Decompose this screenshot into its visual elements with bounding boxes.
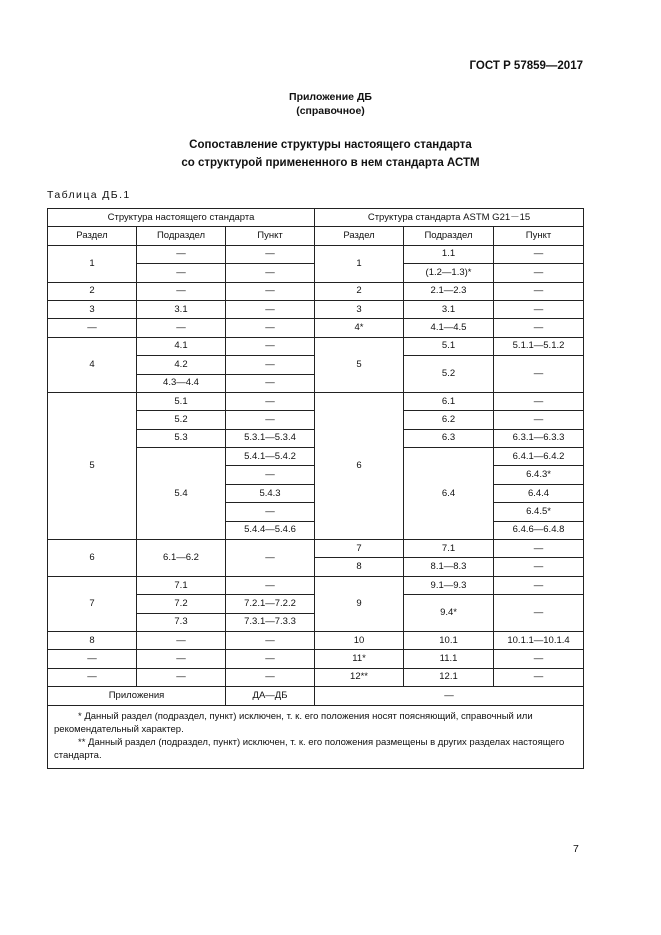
table-cell: 9.1—9.3 xyxy=(404,576,494,594)
column-header: Пункт xyxy=(494,227,584,245)
table-row xyxy=(48,337,584,355)
appendix-title: Приложение ДБ xyxy=(289,91,372,103)
table-cell: 5.4.1—5.4.2 xyxy=(226,448,315,466)
table-cell: — xyxy=(494,650,584,668)
table-cell: 5.3.1—5.3.4 xyxy=(226,429,315,447)
column-header: Пункт xyxy=(226,227,315,245)
table-cell: 5.1 xyxy=(404,337,494,355)
table-cell: 10.1.1—10.1.4 xyxy=(494,631,584,649)
table-cell: 9.4* xyxy=(404,595,494,632)
table-cell: — xyxy=(494,300,584,318)
table-cell: 7 xyxy=(315,540,404,558)
table-cell: — xyxy=(226,540,315,577)
table-cell: 2.1—2.3 xyxy=(404,282,494,300)
table-cell: — xyxy=(48,668,137,686)
table-footnotes xyxy=(48,705,584,768)
table-cell: — xyxy=(226,337,315,355)
table-cell: 6.4.4 xyxy=(494,484,584,502)
table-cell: 5 xyxy=(315,337,404,392)
column-header: Подраздел xyxy=(137,227,226,245)
table-cell: — xyxy=(494,595,584,632)
table-cell: — xyxy=(494,540,584,558)
table-cell: — xyxy=(226,282,315,300)
group-header-left: Структура настоящего стандарта xyxy=(48,209,315,227)
column-header: Раздел xyxy=(315,227,404,245)
table-cell: 5.1.1—5.1.2 xyxy=(494,337,584,355)
table-row xyxy=(48,319,584,337)
table-row xyxy=(48,300,584,318)
table-cell: 6.1 xyxy=(404,392,494,410)
table-row xyxy=(48,540,584,558)
table-column-header-row xyxy=(48,227,584,245)
table-cell: 4.2 xyxy=(137,356,226,374)
table-footnote-row xyxy=(48,705,584,768)
table-cell: 6.3 xyxy=(404,429,494,447)
table-cell: 11* xyxy=(315,650,404,668)
table-cell: — xyxy=(226,631,315,649)
table-cell: — xyxy=(48,319,137,337)
table-cell: 3.1 xyxy=(404,300,494,318)
table-row xyxy=(48,576,584,594)
table-cell: 7.3 xyxy=(137,613,226,631)
table-cell: — xyxy=(494,356,584,393)
table-cell: 9 xyxy=(315,576,404,631)
document-title-line2: со структурой примененного в нем стандарта АСТМ xyxy=(181,157,480,169)
table-cell: 4* xyxy=(315,319,404,337)
table-cell: 4.1 xyxy=(137,337,226,355)
table-cell: 11.1 xyxy=(404,650,494,668)
table-cell: — xyxy=(226,411,315,429)
table-row xyxy=(48,245,584,263)
comparison-table xyxy=(47,208,584,769)
table-cell: 6 xyxy=(315,392,404,539)
table-cell: 6.4.5* xyxy=(494,503,584,521)
table-cell: 5.4.4—5.4.6 xyxy=(226,521,315,539)
table-cell: — xyxy=(226,650,315,668)
table-cell: — xyxy=(226,245,315,263)
table-cell: 6.4 xyxy=(404,448,494,540)
table-cell: 2 xyxy=(315,282,404,300)
table-cell: 10 xyxy=(315,631,404,649)
table-cell: — xyxy=(315,687,584,705)
table-cell: 7.2.1—7.2.2 xyxy=(226,595,315,613)
table-cell: 12.1 xyxy=(404,668,494,686)
table-cell: 3 xyxy=(48,300,137,318)
table-row xyxy=(48,631,584,649)
footnote-2: ** Данный раздел (подраздел, пункт) исключен, т. к. его положения размещены в других разделах настоящего стандарта. xyxy=(54,736,565,761)
table-cell: 5.4.3 xyxy=(226,484,315,502)
table-cell: — xyxy=(137,631,226,649)
table-cell: 7.2 xyxy=(137,595,226,613)
table-cell: — xyxy=(137,668,226,686)
table-cell: — xyxy=(226,503,315,521)
table-cell: — xyxy=(494,392,584,410)
footnote-1: * Данный раздел (подраздел, пункт) исключен, т. к. его положения носят поясняющий, справочный или рекомендательный характер. xyxy=(54,710,533,735)
table-cell: (1.2—1.3)* xyxy=(404,264,494,282)
table-cell: — xyxy=(137,245,226,263)
table-cell: — xyxy=(494,411,584,429)
column-header: Раздел xyxy=(48,227,137,245)
table-cell: 5.4 xyxy=(137,448,226,540)
table-row xyxy=(48,392,584,410)
table-cell: 1.1 xyxy=(404,245,494,263)
table-cell: 6.3.1—6.3.3 xyxy=(494,429,584,447)
table-cell: 5.1 xyxy=(137,392,226,410)
table-cell: 4.1—4.5 xyxy=(404,319,494,337)
table-cell: Приложения xyxy=(48,687,226,705)
table-cell: — xyxy=(226,576,315,594)
table-cell: — xyxy=(226,264,315,282)
table-cell: — xyxy=(137,319,226,337)
document-title-line1: Сопоставление структуры настоящего стандарта xyxy=(189,139,472,151)
table-cell: 10.1 xyxy=(404,631,494,649)
table-cell: 6.4.3* xyxy=(494,466,584,484)
table-cell: — xyxy=(494,245,584,263)
table-cell: 4.3—4.4 xyxy=(137,374,226,392)
table-cell: — xyxy=(48,650,137,668)
table-cell: — xyxy=(226,356,315,374)
column-header: Подраздел xyxy=(404,227,494,245)
table-cell: — xyxy=(226,374,315,392)
table-cell: 6.4.6—6.4.8 xyxy=(494,521,584,539)
table-cell: — xyxy=(494,319,584,337)
table-cell: 4 xyxy=(48,337,137,392)
table-cell: — xyxy=(137,282,226,300)
page-number: 7 xyxy=(573,843,579,855)
table-cell: 8 xyxy=(48,631,137,649)
table-cell: — xyxy=(494,558,584,576)
table-cell: — xyxy=(137,264,226,282)
table-row xyxy=(48,687,584,705)
table-label: Таблица ДБ.1 xyxy=(47,189,131,201)
table-cell: ДА—ДБ xyxy=(226,687,315,705)
table-cell: — xyxy=(494,264,584,282)
table-row xyxy=(48,650,584,668)
table-cell: — xyxy=(494,576,584,594)
table-cell: — xyxy=(494,668,584,686)
table-cell: 5.2 xyxy=(404,356,494,393)
table-row xyxy=(48,668,584,686)
group-header-right: Структура стандарта ASTM G21－15 xyxy=(315,209,584,227)
table-cell: — xyxy=(226,300,315,318)
table-cell: 7.1 xyxy=(404,540,494,558)
table-cell: — xyxy=(226,466,315,484)
table-cell: 8 xyxy=(315,558,404,576)
table-cell: 1 xyxy=(315,245,404,282)
table-row xyxy=(48,282,584,300)
table-cell: — xyxy=(226,392,315,410)
table-cell: 7 xyxy=(48,576,137,631)
table-cell: 8.1—8.3 xyxy=(404,558,494,576)
table-group-header-row xyxy=(48,209,584,227)
table-cell: 6.2 xyxy=(404,411,494,429)
table-cell: 1 xyxy=(48,245,137,282)
table-cell: 6 xyxy=(48,540,137,577)
appendix-subtitle: (справочное) xyxy=(296,105,365,117)
table-cell: 7.3.1—7.3.3 xyxy=(226,613,315,631)
table-cell: — xyxy=(226,319,315,337)
table-cell: — xyxy=(137,650,226,668)
table-cell: 5.2 xyxy=(137,411,226,429)
standard-code: ГОСТ Р 57859—2017 xyxy=(469,60,583,72)
table-cell: 6.1—6.2 xyxy=(137,540,226,577)
table-cell: 5 xyxy=(48,392,137,539)
table-cell: — xyxy=(494,282,584,300)
table-cell: 3.1 xyxy=(137,300,226,318)
table-cell: — xyxy=(226,668,315,686)
table-cell: 5.3 xyxy=(137,429,226,447)
table-cell: 7.1 xyxy=(137,576,226,594)
table-cell: 2 xyxy=(48,282,137,300)
table-cell: 12** xyxy=(315,668,404,686)
table-cell: 3 xyxy=(315,300,404,318)
table-cell: 6.4.1—6.4.2 xyxy=(494,448,584,466)
